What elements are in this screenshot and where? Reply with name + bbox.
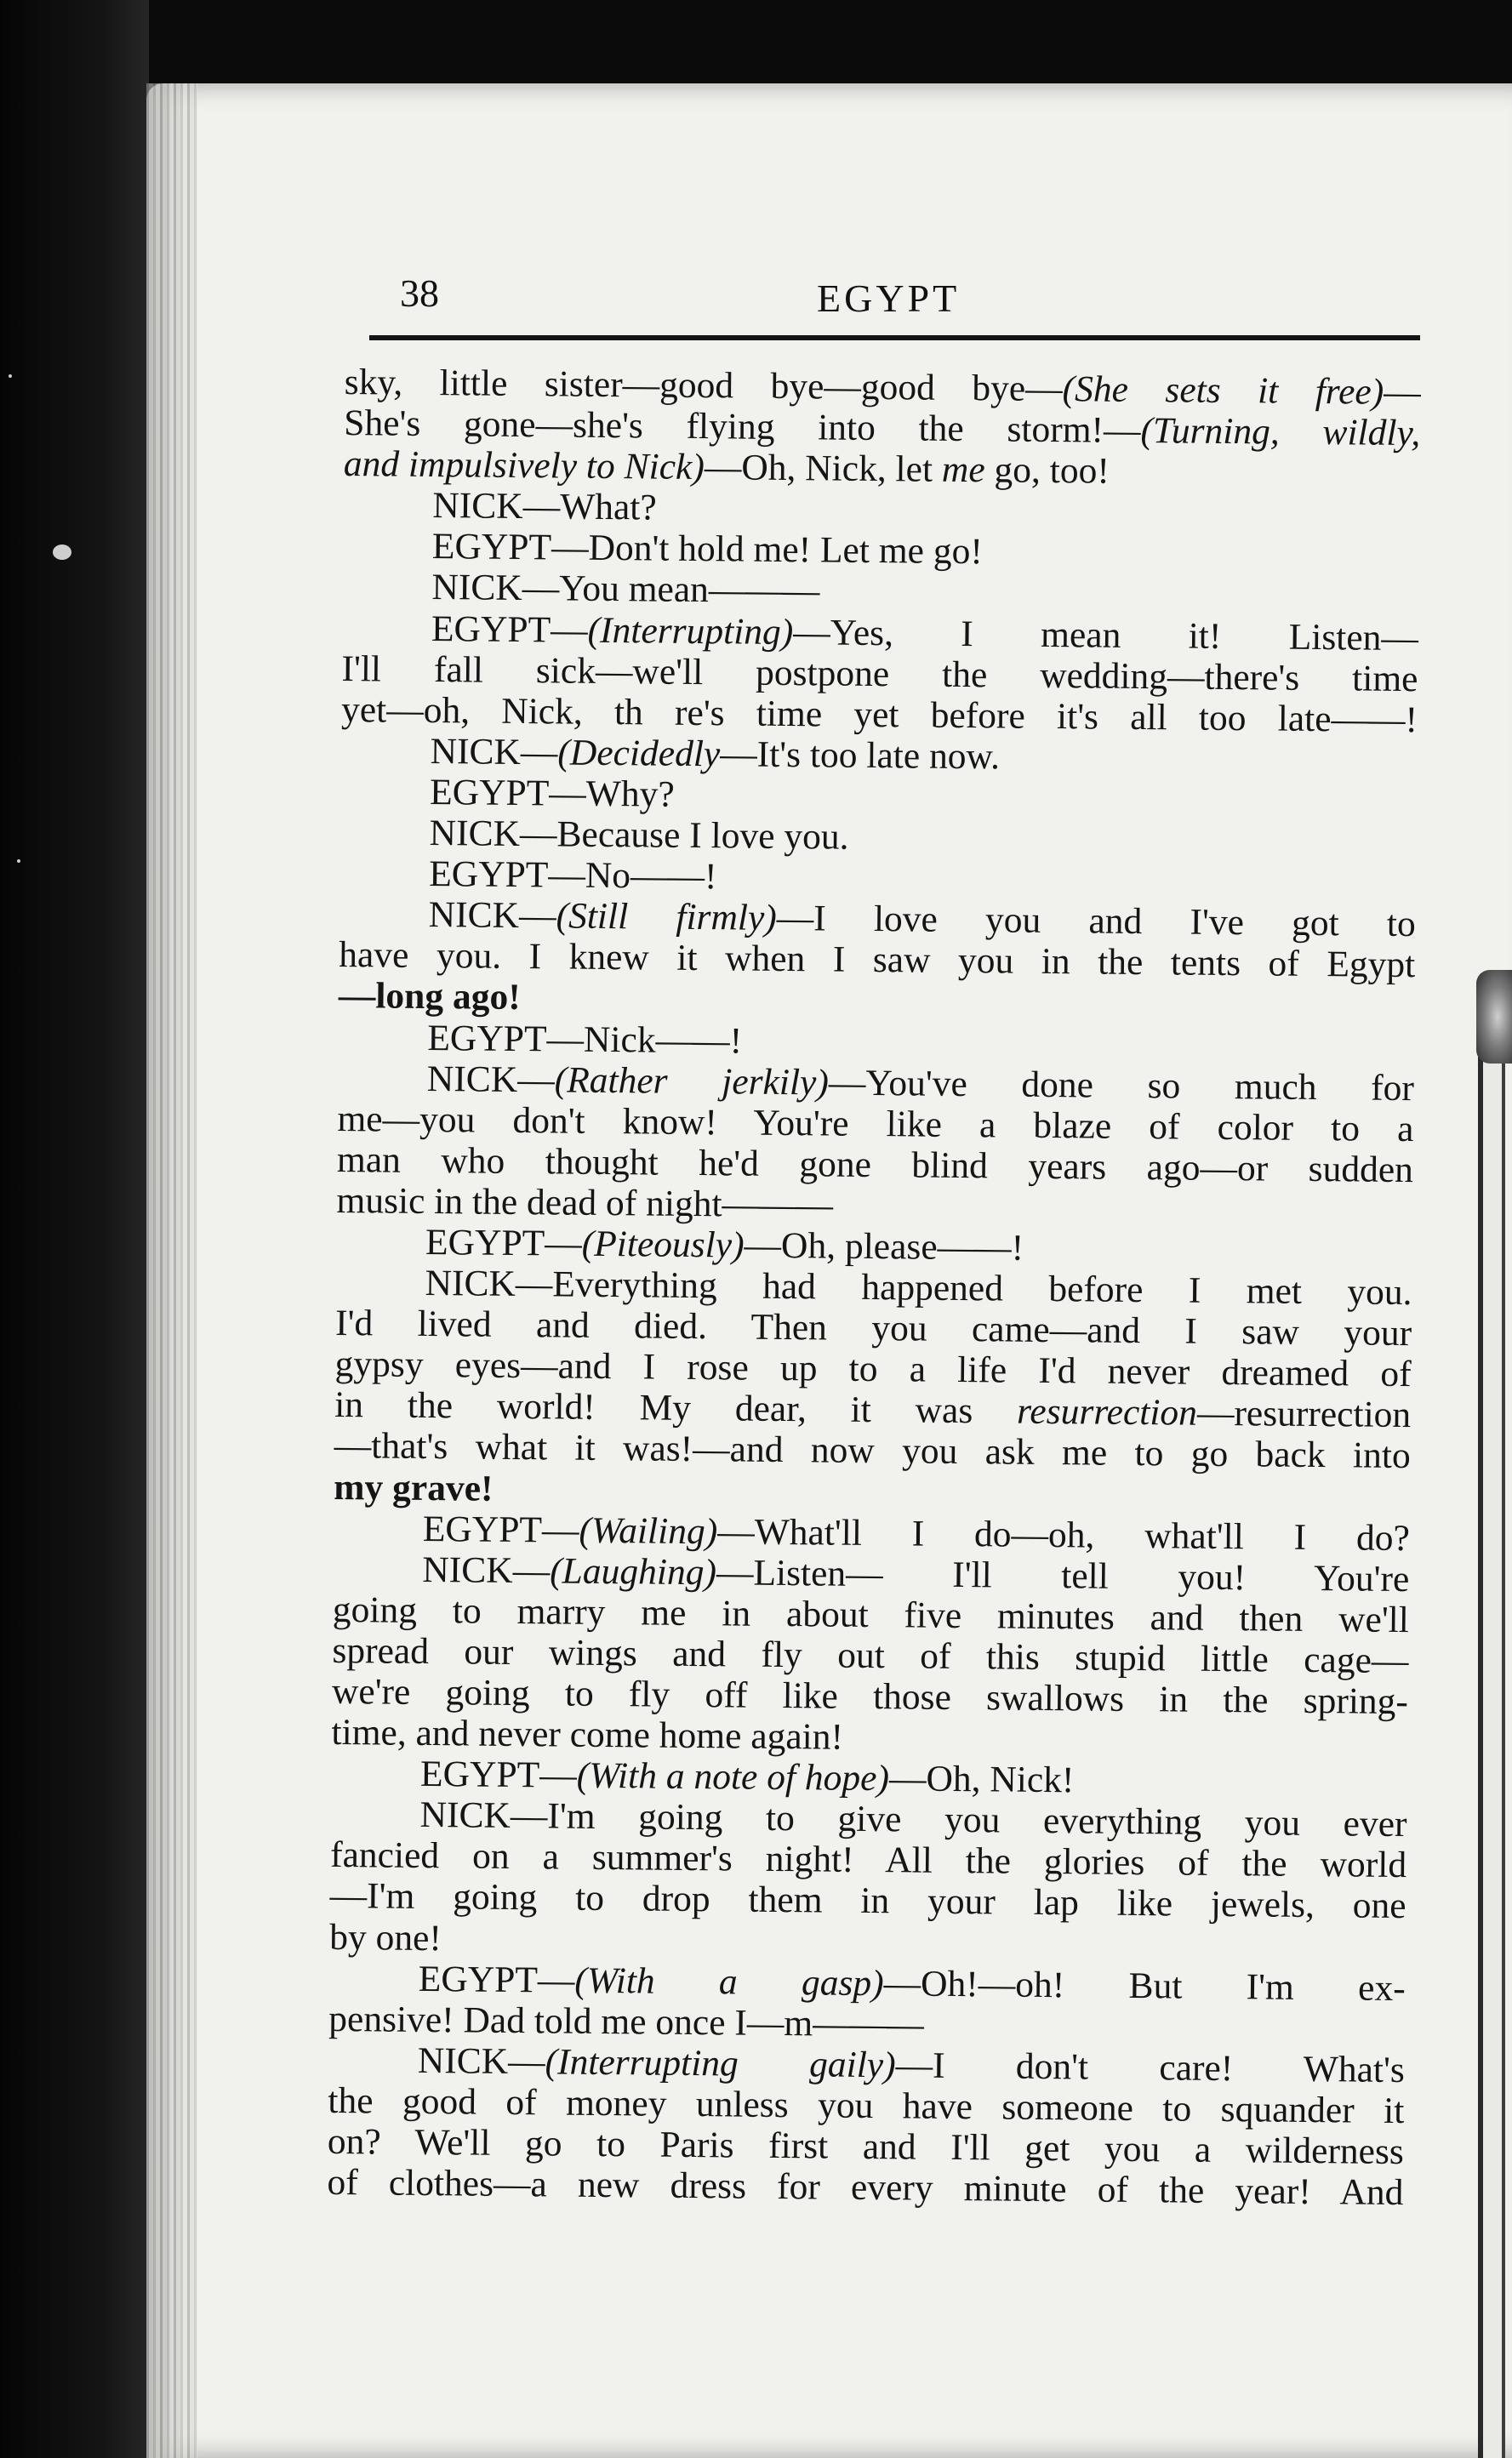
text-line: spread our wings and fly out of this stupid little cage— (332, 1629, 1409, 1681)
dust-speck (17, 859, 20, 863)
text-line: and impulsively to Nick)—Oh, Nick, let me go, too! (343, 443, 1110, 492)
text-line: sky, little sister—good bye—good bye—(She sets it free)— (344, 362, 1421, 413)
text-line: —long ago! (338, 975, 521, 1018)
text-line: EGYPT—No——! (428, 853, 717, 898)
text-line: the good of money unless you have someone to squander it (328, 2079, 1405, 2131)
text-line: gypsy eyes—and I rose up to a life I'd never dreamed of (334, 1343, 1412, 1395)
text-line: NICK—(Laughing)—Listen— I'll tell you! You're (422, 1548, 1410, 1600)
text-line: going to marry me in about five minutes and then we'll (332, 1588, 1410, 1640)
text-line: She's gone—she's flying into the storm!—(Turning, wildly, (344, 402, 1421, 454)
text-line: EGYPT—(Wailing)—What'll I do—oh, what'll I do? (422, 1508, 1411, 1559)
text-line: NICK—You mean——— (431, 567, 820, 612)
text-line: EGYPT—(Interrupting)—Yes, I mean it! Listen— (431, 607, 1419, 659)
text-line: pensive! Dad told me once I—m——— (328, 1998, 924, 2045)
text-line: NICK—Because I love you. (429, 813, 849, 858)
text-line: have you. I knew it when I saw you in the tents of Egypt (339, 934, 1416, 986)
text-line: my grave! (334, 1466, 494, 1509)
text-line: EGYPT—(With a gasp)—Oh!—oh! But I'm ex- (418, 1958, 1406, 2009)
text-line: EGYPT—(With a note of hope)—Oh, Nick! (419, 1754, 1075, 1801)
body-text (327, 362, 1421, 2213)
text-line: time, and never come home again! (331, 1712, 844, 1758)
text-line: I'd lived and died. Then you came—and I saw your (334, 1303, 1412, 1354)
text-line: we're going to fly off like those swallows in the spring- (331, 1670, 1409, 1723)
page-stack-edge (146, 83, 197, 2458)
text-line: NICK—(Interrupting gaily)—I don't care! What's (417, 2039, 1406, 2090)
text-line: music in the dead of night——— (336, 1179, 834, 1226)
text-line: NICK—I'm going to give you everything you ever (419, 1794, 1407, 1845)
text-line: by one! (328, 1916, 442, 1959)
text-line: EGYPT—(Piteously)—Oh, please——! (425, 1221, 1024, 1269)
text-line: EGYPT—Don't hold me! Let me go! (431, 526, 984, 573)
text-line: I'll fall sick—we'll postpone the wedding—there's time (341, 647, 1418, 699)
text-line: man who thought he'd gone blind years ago—or sudden (336, 1138, 1414, 1190)
text-line: NICK—(Rather jerkily)—You've done so much for (426, 1058, 1415, 1109)
text-line: of clothes—a new dress for every minute of the year! And (327, 2162, 1404, 2214)
binding-edge (1478, 987, 1505, 2458)
dust-speck (9, 374, 12, 378)
page-header (366, 271, 1421, 339)
text-line: fancied on a summer's night! All the glories of the world (329, 1834, 1407, 1886)
text-line: —I'm going to drop them in your lap like jewels, one (329, 1875, 1406, 1927)
text-line: NICK—What? (432, 485, 657, 528)
text-line: on? We'll go to Paris first and I'll get you a wilderness (327, 2120, 1405, 2173)
scan-background (0, 0, 149, 2458)
running-title: EGYPT (817, 277, 961, 320)
text-line: NICK—(Still firmly)—I love you and I've got to (428, 894, 1416, 945)
text-line: me—you don't know! You're like a blaze of color to a (337, 1098, 1414, 1149)
text-line: —that's what it was!—and now you ask me to go back into (334, 1425, 1411, 1477)
text-line: EGYPT—Nick——! (427, 1017, 743, 1062)
binder-clip (1476, 970, 1512, 1064)
page-number: 38 (400, 271, 439, 315)
text-line: EGYPT—Why? (429, 771, 675, 815)
text-line: in the world! My dear, it was resurrection—resurrection (334, 1384, 1412, 1436)
dust-speck (53, 545, 71, 560)
text-line: NICK—(Decidedly—It's too late now. (430, 730, 1001, 778)
text-line: NICK—Everything had happened before I met you. (425, 1263, 1412, 1314)
text-line: yet—oh, Nick, th re's time yet before it's all too late——! (340, 688, 1418, 740)
header-rule (369, 335, 1420, 340)
